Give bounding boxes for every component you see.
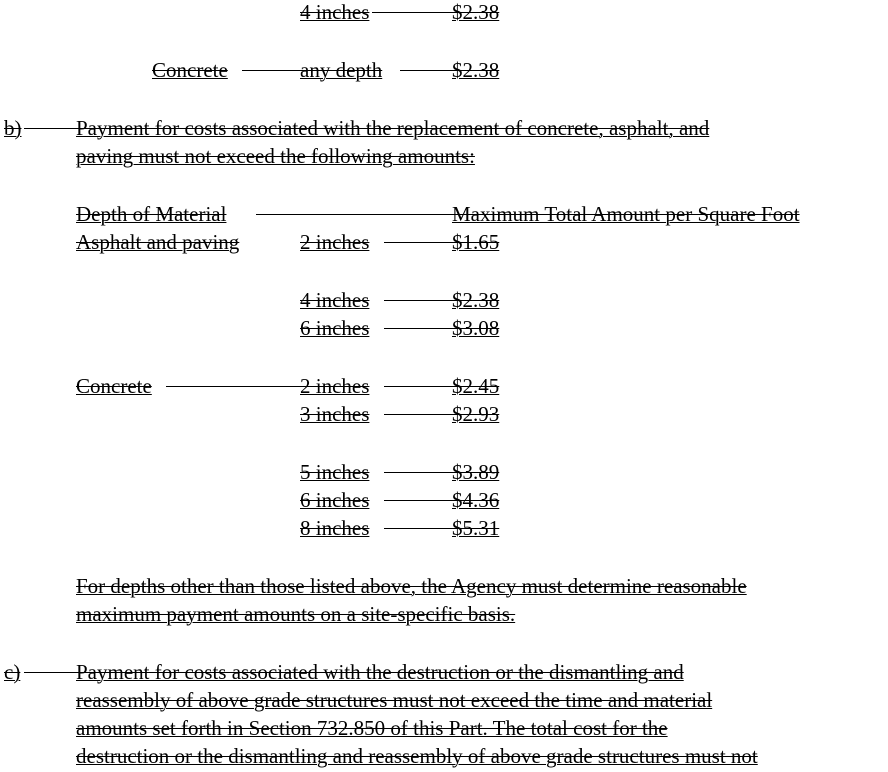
concrete-depth: 6 inches: [300, 488, 370, 512]
strike-rule: [372, 12, 452, 13]
section-c-line3: amounts set forth in Section 732.850 of this Part. The total cost for the: [76, 716, 668, 740]
strike-rule: [384, 328, 452, 329]
asphalt-price: $2.38: [452, 288, 500, 312]
strike-rule: [384, 472, 452, 473]
section-b-para-line1: Payment for costs associated with the replacement of concrete, asphalt, and: [76, 116, 710, 140]
section-b-label: b): [4, 116, 22, 140]
section-c-label: c): [4, 660, 21, 684]
top-depth-any: any depth: [300, 58, 383, 82]
strike-rule: [384, 500, 452, 501]
concrete-price: $2.45: [452, 374, 500, 398]
asphalt-depth: 2 inches: [300, 230, 370, 254]
note-line1: For depths other than those listed above, the Agency must determine reasonable: [76, 574, 747, 598]
table-header-max-amount: Maximum Total Amount per Square Foot: [452, 202, 800, 226]
strike-rule: [242, 70, 300, 71]
strike-rule: [384, 386, 452, 387]
asphalt-price: $1.65: [452, 230, 500, 254]
concrete-price: $4.36: [452, 488, 500, 512]
top-depth-4in: 4 inches: [300, 0, 370, 24]
concrete-depth: 8 inches: [300, 516, 370, 540]
section-b-para-line2: paving must not exceed the following amounts:: [76, 144, 475, 168]
section-c-line1: Payment for costs associated with the destruction or the dismantling and: [76, 660, 684, 684]
top-price-any: $2.38: [452, 58, 500, 82]
top-price-4in: $2.38: [452, 0, 500, 24]
strike-rule: [384, 414, 452, 415]
top-concrete-label: Concrete: [152, 58, 228, 82]
concrete-price: $3.89: [452, 460, 500, 484]
concrete-price: $2.93: [452, 402, 500, 426]
asphalt-depth: 4 inches: [300, 288, 370, 312]
strike-rule: [384, 242, 452, 243]
strike-rule: [24, 672, 76, 673]
concrete-label: Concrete: [76, 374, 152, 398]
strike-rule: [166, 386, 300, 387]
concrete-price: $5.31: [452, 516, 500, 540]
strike-rule: [384, 528, 452, 529]
concrete-depth: 3 inches: [300, 402, 370, 426]
table-header-depth: Depth of Material: [76, 202, 227, 226]
strike-rule: [400, 70, 452, 71]
concrete-depth: 2 inches: [300, 374, 370, 398]
note-line2: maximum payment amounts on a site-specific basis.: [76, 602, 516, 626]
asphalt-price: $3.08: [452, 316, 500, 340]
strike-rule: [256, 214, 452, 215]
section-c-line4: destruction or the dismantling and reassembly of above grade structures must not: [76, 744, 758, 768]
concrete-depth: 5 inches: [300, 460, 370, 484]
strike-rule: [384, 300, 452, 301]
asphalt-depth: 6 inches: [300, 316, 370, 340]
asphalt-label: Asphalt and paving: [76, 230, 240, 254]
strike-rule: [24, 128, 76, 129]
section-c-line2: reassembly of above grade structures must not exceed the time and material: [76, 688, 713, 712]
